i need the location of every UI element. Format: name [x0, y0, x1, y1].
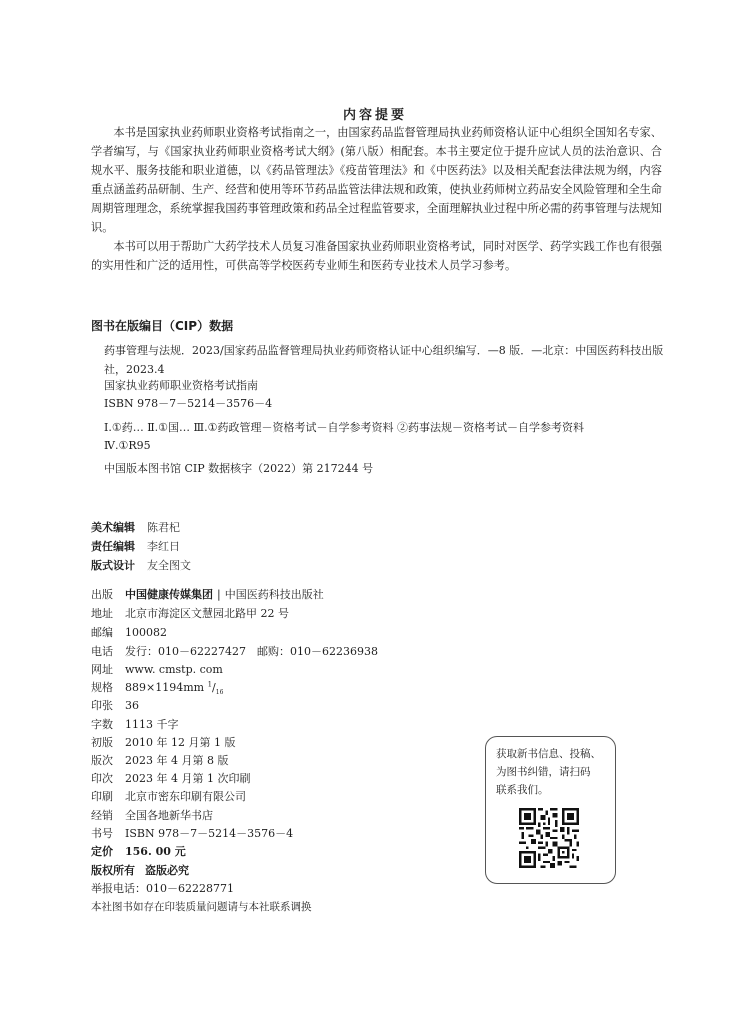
- copyright-piracy: 盗版必究: [145, 864, 189, 877]
- imprint-sheets: [91, 697, 139, 713]
- format-fraction-denominator: 16: [215, 689, 224, 697]
- publisher-group: 中国健康传媒集团: [125, 588, 213, 601]
- cip-record-number: 中国版本图书馆 CIP 数据核字（2022）第 217244 号: [104, 462, 374, 475]
- staff-value: 友全图文: [147, 559, 191, 572]
- imprint-distribution: [91, 807, 213, 823]
- qr-text-line-2: 为图书纠错，请扫码: [496, 766, 591, 778]
- imprint-first-edition: [91, 734, 235, 750]
- imprint-label: 书号: [91, 827, 113, 840]
- cip-heading: 图书在版编目（CIP）数据: [91, 319, 234, 333]
- staff-value: 李红日: [147, 540, 180, 553]
- imprint-value: 北京市密东印刷有限公司: [125, 790, 246, 803]
- imprint-price: [91, 843, 186, 859]
- imprint-value: 889×1194mm: [125, 681, 205, 694]
- imprint-value: 156. 00 元: [125, 845, 186, 858]
- imprint-value: 发行：010－62227427 邮购：010－62236938: [125, 645, 378, 658]
- imprint-value: 全国各地新华书店: [125, 809, 213, 822]
- qr-code-icon: [519, 808, 579, 868]
- imprint-label: 地址: [91, 607, 113, 620]
- staff-row-layout-design: [91, 557, 191, 573]
- copyright-reserved: 版权所有: [91, 864, 135, 877]
- imprint-label: 字数: [91, 718, 113, 731]
- staff-row-art-editor: [91, 519, 180, 535]
- imprint-value: 2010 年 12 月第 1 版: [125, 736, 236, 749]
- imprint-printer: [91, 788, 246, 804]
- cip-series: 国家执业药师职业资格考试指南: [104, 379, 258, 392]
- publisher-name: 中国医药科技出版社: [224, 588, 324, 601]
- staff-key: 版式设计: [91, 559, 135, 572]
- imprint-notice: 本社图书如存在印装质量问题请与本社联系调换: [91, 901, 312, 913]
- staff-key: 美术编辑: [91, 521, 135, 534]
- imprint-value: 北京市海淀区文慧园北路甲 22 号: [125, 607, 289, 620]
- imprint-value: www. cmstp. com: [125, 663, 223, 676]
- staff-key: 责任编辑: [91, 540, 135, 553]
- imprint-address: [91, 605, 289, 621]
- summary-title: 内容提要: [342, 108, 407, 123]
- cip-title-line: 药事管理与法规．2023/国家药品监督管理局执业药师资格认证中心组织编写．—8 版．—北京：中国医药科技出版社，2023.4: [104, 344, 664, 376]
- qr-text-line-1: 获取新书信息、投稿、: [496, 748, 601, 760]
- imprint-label: 初版: [91, 736, 113, 749]
- cip-classification: Ⅰ.①药… Ⅱ.①国… Ⅲ.①药政管理－资格考试－自学参考资料 ②药事法规－资格考试－自学参考资料: [104, 421, 584, 434]
- imprint-value: 1113 千字: [125, 718, 179, 731]
- cip-isbn: ISBN 978－7－5214－3576－4: [104, 397, 273, 410]
- imprint-publisher: [91, 586, 324, 602]
- qr-text-line-3: 联系我们。: [496, 784, 549, 796]
- imprint-value: 2023 年 4 月第 1 次印刷: [125, 772, 251, 785]
- imprint-label: 印刷: [91, 790, 113, 803]
- imprint-value: 100082: [125, 626, 167, 639]
- imprint-words: [91, 716, 179, 732]
- imprint-value: 36: [125, 699, 139, 712]
- imprint-label: 电话: [91, 645, 113, 658]
- imprint-isbn: [91, 825, 293, 841]
- imprint-phone: [91, 643, 378, 659]
- imprint-label: 邮编: [91, 626, 113, 639]
- imprint-label: 定价: [91, 845, 113, 858]
- imprint-format: 规格 889×1194mm $^1/_{16}$: [91, 680, 224, 697]
- summary-paragraph-1: 本书是国家执业药师职业资格考试指南之一，由国家药品监督管理局执业药师资格认证中心组织全国知名专家、学者编写，与《国家执业药师职业资格考试大纲》(第八版）相配套。本书主要定位于提升应试人员的法治意识、合规水平、服务技能和职业道德，以《药品管理法》《疫苗管理法》和《中医药法》以及相关配套法律法规为纲，内容重点涵盖药品研制、生产、经营和使用等环节药品监管法律法规和政策，使执业药师树立药品安全风险管理和全生命周期管理理念，系统掌握我国药事管理政策和药品全过程监管要求，全面理解执业过程中所必需的药事管理与法规知识。: [91, 126, 662, 234]
- imprint-label: 印张: [91, 699, 113, 712]
- imprint-label: 版次: [91, 754, 113, 767]
- imprint-value: 2023 年 4 月第 8 版: [125, 754, 229, 767]
- imprint-report-phone: 举报电话：010－62228771: [91, 882, 234, 895]
- staff-row-responsible-editor: [91, 538, 180, 554]
- imprint-label: 规格: [91, 681, 113, 694]
- imprint-edition: [91, 752, 228, 768]
- cip-classification-iv: Ⅳ.①R95: [104, 439, 151, 452]
- imprint-label: 经销: [91, 809, 113, 822]
- staff-value: 陈君杞: [147, 521, 180, 534]
- imprint-label: 出版: [91, 588, 113, 601]
- imprint-copyright: [91, 862, 189, 878]
- imprint-value: ISBN 978－7－5214－3576－4: [125, 827, 294, 840]
- imprint-print: [91, 770, 250, 786]
- publisher-separator: |: [217, 588, 221, 601]
- summary-paragraph-2: 本书可以用于帮助广大药学技术人员复习准备国家执业药师职业资格考试，同时对医学、药学实践工作也有很强的实用性和广泛的适用性，可供高等学校医药专业师生和医药专业技术人员学习参考。: [91, 240, 662, 272]
- imprint-website: [91, 661, 223, 677]
- imprint-label: 印次: [91, 772, 113, 785]
- imprint-postcode: [91, 624, 167, 640]
- format-fraction-numerator: 1: [207, 680, 213, 689]
- imprint-label: 网址: [91, 663, 113, 676]
